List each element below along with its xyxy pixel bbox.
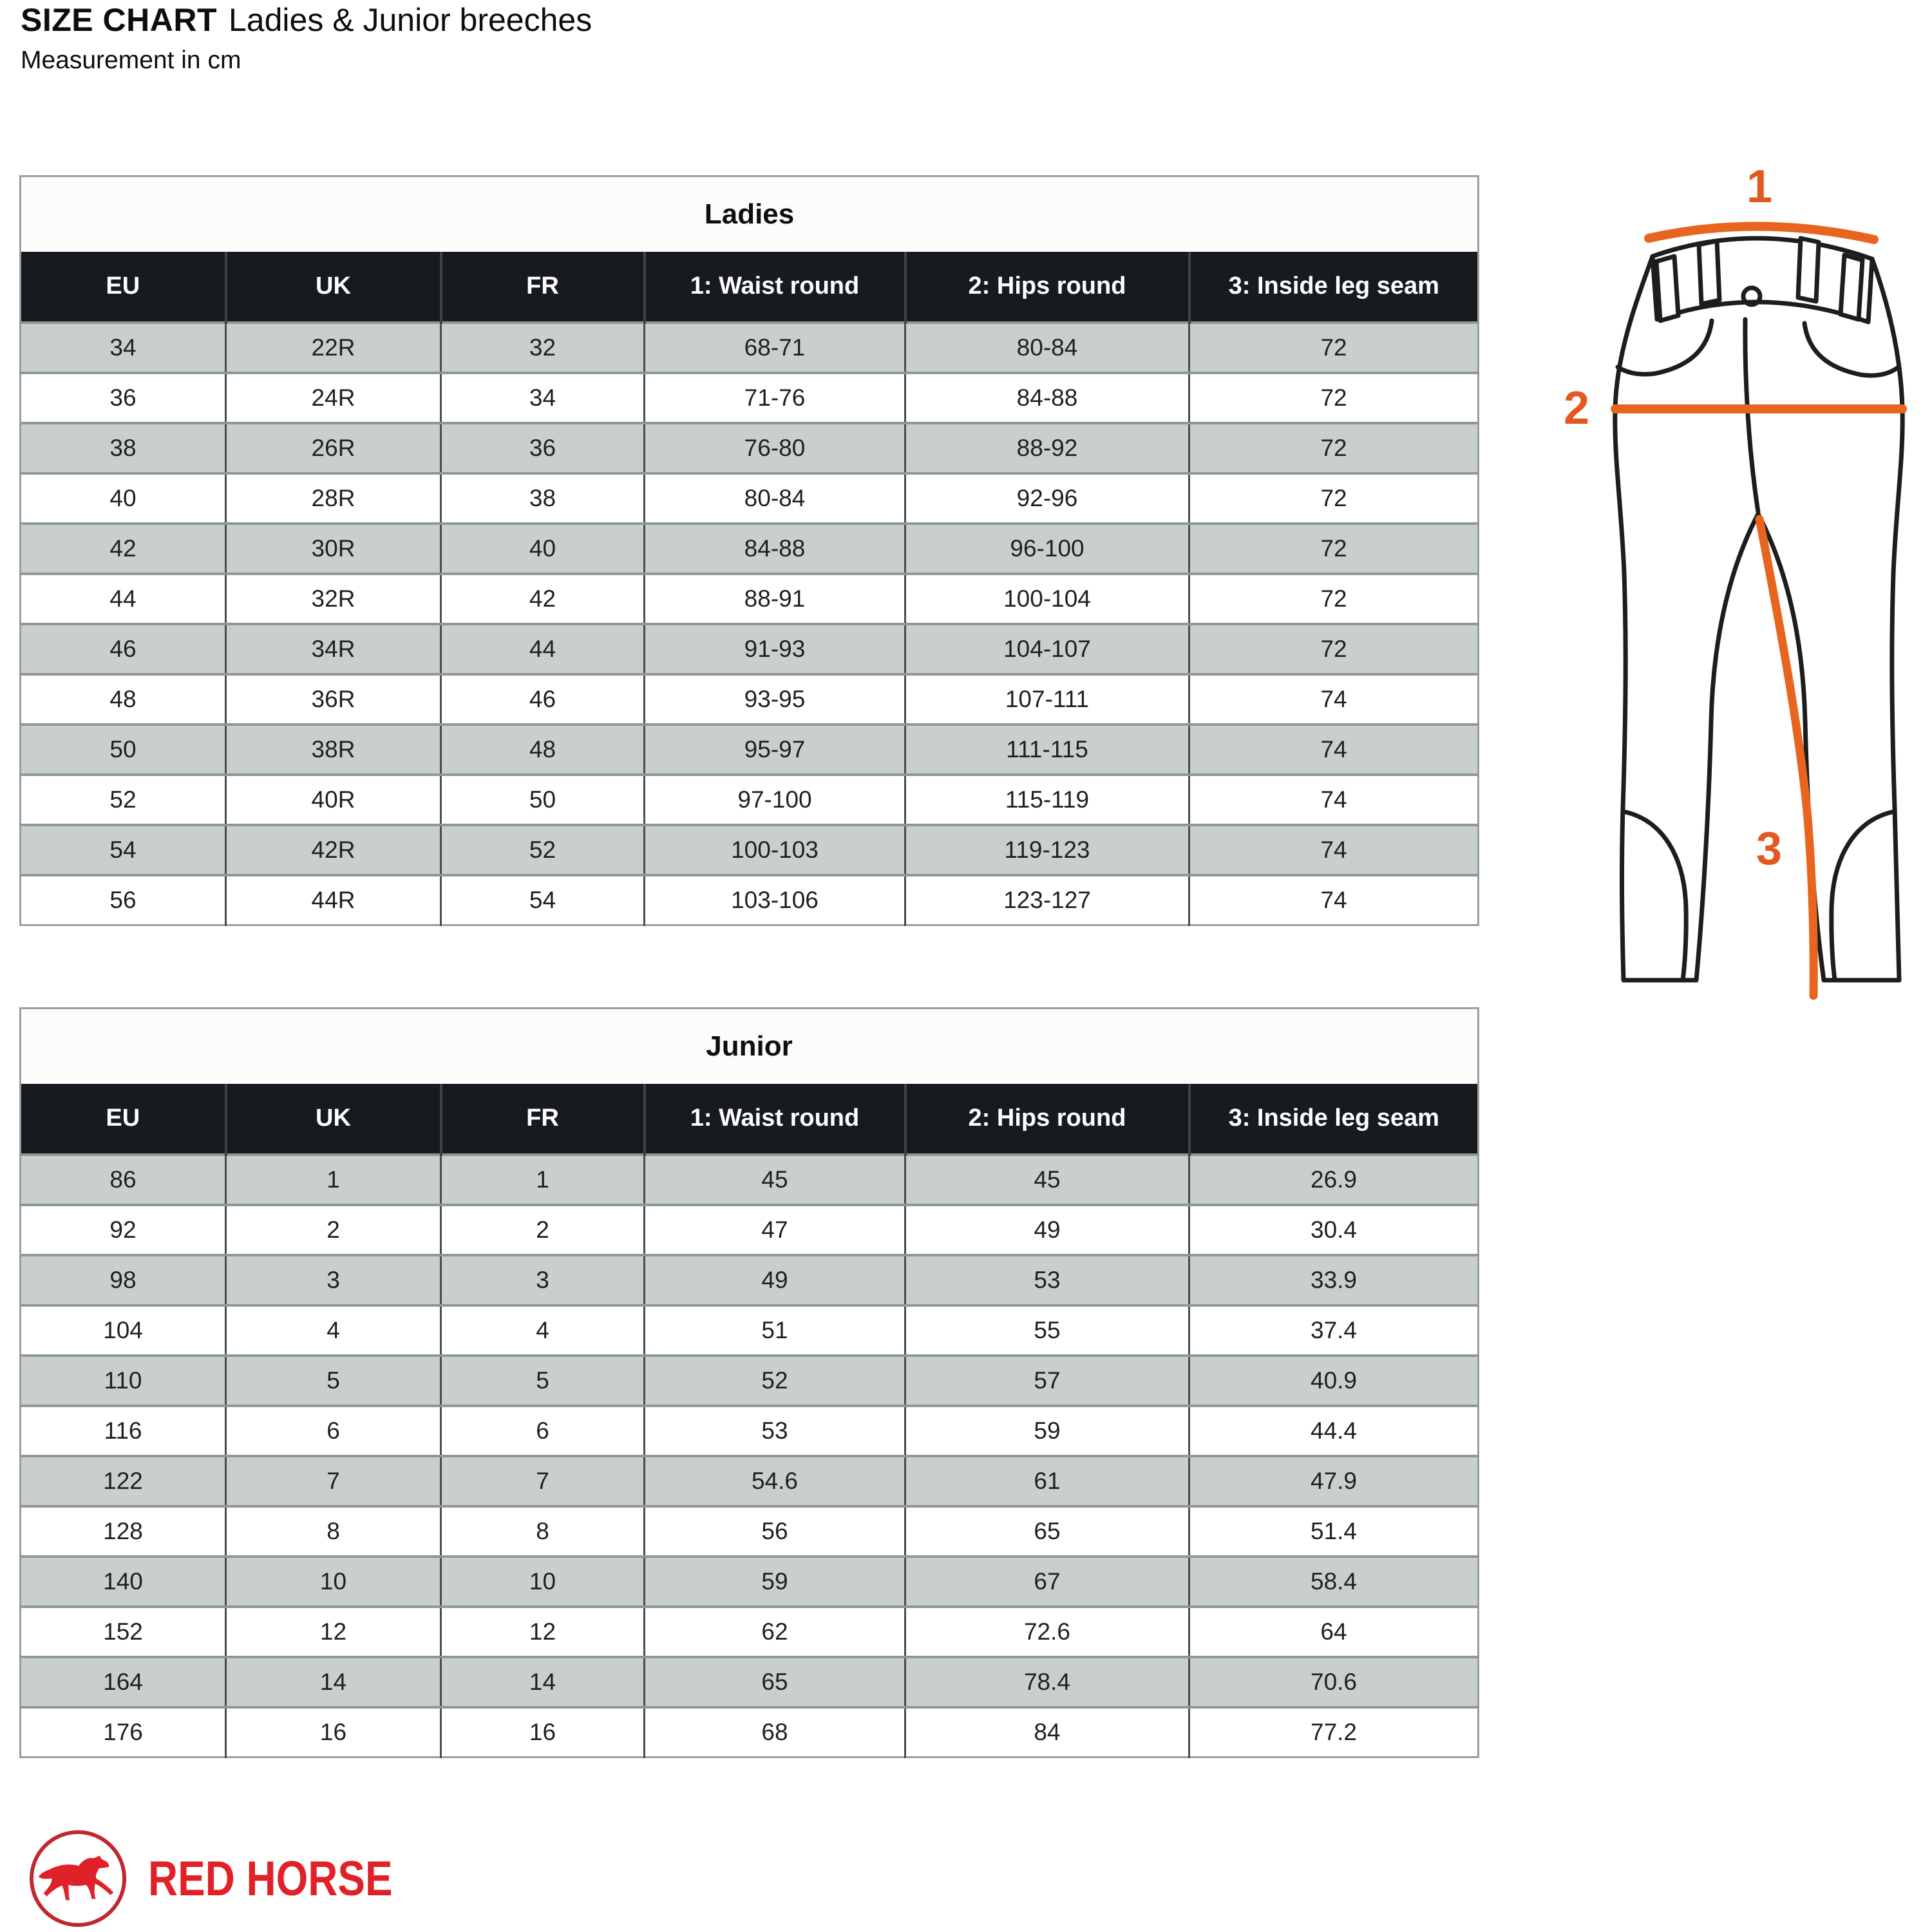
size-cell: 84-88 xyxy=(905,373,1189,423)
belt-loop xyxy=(1841,255,1862,319)
size-cell: 40 xyxy=(441,524,645,574)
size-cell: 74 xyxy=(1189,775,1479,825)
size-cell: 1 xyxy=(441,1155,645,1205)
size-cell: 4 xyxy=(226,1305,441,1356)
ladies-size-table xyxy=(19,175,1477,926)
size-cell: 77.2 xyxy=(1189,1707,1479,1757)
size-cell: 74 xyxy=(1189,825,1479,875)
size-row xyxy=(21,1707,1479,1757)
size-cell: 14 xyxy=(226,1657,441,1707)
size-cell: 2 xyxy=(441,1205,645,1255)
size-row xyxy=(21,323,1479,373)
column-header: 1: Waist round xyxy=(645,252,905,323)
size-cell: 78.4 xyxy=(905,1657,1189,1707)
column-header: EU xyxy=(21,252,226,323)
size-cell: 30R xyxy=(226,524,441,574)
size-row xyxy=(21,624,1479,674)
size-cell: 52 xyxy=(441,825,645,875)
size-cell: 57 xyxy=(905,1356,1189,1406)
column-header: UK xyxy=(226,1084,441,1155)
size-cell: 46 xyxy=(441,674,645,724)
measurement-note: Measurement in cm xyxy=(21,46,242,74)
size-cell: 67 xyxy=(905,1557,1189,1607)
size-cell: 70.6 xyxy=(1189,1657,1479,1707)
size-cell: 100-103 xyxy=(645,825,905,875)
size-cell: 92-96 xyxy=(905,473,1189,524)
size-cell: 103-106 xyxy=(645,875,905,925)
size-row xyxy=(21,875,1479,925)
size-cell: 5 xyxy=(226,1356,441,1406)
size-cell: 116 xyxy=(21,1406,226,1456)
size-cell: 44R xyxy=(226,875,441,925)
size-cell: 119-123 xyxy=(905,825,1189,875)
size-cell: 74 xyxy=(1189,674,1479,724)
size-cell: 95-97 xyxy=(645,724,905,775)
size-cell: 28R xyxy=(226,473,441,524)
belt-loop xyxy=(1798,238,1819,301)
size-cell: 44.4 xyxy=(1189,1406,1479,1456)
size-row xyxy=(21,1657,1479,1707)
size-cell: 40R xyxy=(226,775,441,825)
size-cell: 42 xyxy=(21,524,226,574)
size-cell: 40.9 xyxy=(1189,1356,1479,1406)
size-cell: 54 xyxy=(21,825,226,875)
size-cell: 49 xyxy=(645,1255,905,1305)
size-cell: 54 xyxy=(441,875,645,925)
hips-measure-label: 2 xyxy=(1563,383,1590,434)
waist-measure-label: 1 xyxy=(1746,161,1773,213)
column-header: FR xyxy=(441,1084,645,1155)
table-title-row xyxy=(21,1009,1479,1084)
size-row xyxy=(21,1506,1479,1557)
size-cell: 38 xyxy=(21,423,226,473)
size-row xyxy=(21,825,1479,875)
size-cell: 80-84 xyxy=(645,473,905,524)
size-cell: 33.9 xyxy=(1189,1255,1479,1305)
size-cell: 72 xyxy=(1189,323,1479,373)
column-header: 2: Hips round xyxy=(905,1084,1189,1155)
size-cell: 76-80 xyxy=(645,423,905,473)
size-cell: 104-107 xyxy=(905,624,1189,674)
size-cell: 110 xyxy=(21,1356,226,1406)
table-title-row xyxy=(21,176,1479,252)
column-header: EU xyxy=(21,1084,226,1155)
size-cell: 46 xyxy=(21,624,226,674)
size-cell: 53 xyxy=(905,1255,1189,1305)
size-row xyxy=(21,1255,1479,1305)
size-row xyxy=(21,473,1479,524)
size-cell: 32 xyxy=(441,323,645,373)
size-cell: 8 xyxy=(226,1506,441,1557)
size-cell: 44 xyxy=(441,624,645,674)
size-cell: 36 xyxy=(21,373,226,423)
size-row xyxy=(21,1356,1479,1406)
table-header-row xyxy=(21,1084,1479,1155)
size-row xyxy=(21,1205,1479,1255)
size-cell: 68-71 xyxy=(645,323,905,373)
size-cell: 56 xyxy=(645,1506,905,1557)
size-cell: 3 xyxy=(226,1255,441,1305)
table-header-row xyxy=(21,252,1479,323)
breeches-illustration xyxy=(1558,161,1919,1011)
column-header: FR xyxy=(441,252,645,323)
size-cell: 32R xyxy=(226,574,441,624)
size-cell: 72 xyxy=(1189,624,1479,674)
belt-loop xyxy=(1656,256,1678,321)
size-cell: 123-127 xyxy=(905,875,1189,925)
size-cell: 176 xyxy=(21,1707,226,1757)
size-cell: 42 xyxy=(441,574,645,624)
size-cell: 152 xyxy=(21,1607,226,1657)
size-cell: 68 xyxy=(645,1707,905,1757)
size-cell: 12 xyxy=(226,1607,441,1657)
size-cell: 42R xyxy=(226,825,441,875)
size-row xyxy=(21,724,1479,775)
page-header xyxy=(21,4,592,75)
size-cell: 5 xyxy=(441,1356,645,1406)
brand-logo xyxy=(27,1828,439,1929)
size-cell: 40 xyxy=(21,473,226,524)
size-cell: 45 xyxy=(905,1155,1189,1205)
size-cell: 58.4 xyxy=(1189,1557,1479,1607)
size-cell: 1 xyxy=(226,1155,441,1205)
right-knee-patch xyxy=(1832,811,1895,980)
size-cell: 64 xyxy=(1189,1607,1479,1657)
size-cell: 88-92 xyxy=(905,423,1189,473)
size-cell: 115-119 xyxy=(905,775,1189,825)
size-cell: 104 xyxy=(21,1305,226,1356)
table-body xyxy=(21,323,1479,925)
size-cell: 50 xyxy=(441,775,645,825)
size-cell: 54.6 xyxy=(645,1456,905,1506)
size-cell: 72 xyxy=(1189,423,1479,473)
size-cell: 10 xyxy=(441,1557,645,1607)
page-title xyxy=(21,4,592,36)
size-cell: 65 xyxy=(905,1506,1189,1557)
size-cell: 24R xyxy=(226,373,441,423)
size-row xyxy=(21,674,1479,724)
size-cell: 36 xyxy=(441,423,645,473)
size-cell: 96-100 xyxy=(905,524,1189,574)
column-header: UK xyxy=(226,252,441,323)
size-cell: 84 xyxy=(905,1707,1189,1757)
size-cell: 71-76 xyxy=(645,373,905,423)
size-cell: 34 xyxy=(441,373,645,423)
size-cell: 30.4 xyxy=(1189,1205,1479,1255)
inseam-measure-label: 3 xyxy=(1756,823,1783,875)
size-cell: 84-88 xyxy=(645,524,905,574)
size-cell: 55 xyxy=(905,1305,1189,1356)
size-cell: 6 xyxy=(441,1406,645,1456)
size-cell: 74 xyxy=(1189,875,1479,925)
fly-seam xyxy=(1745,319,1758,512)
size-cell: 72.6 xyxy=(905,1607,1189,1657)
size-cell: 53 xyxy=(645,1406,905,1456)
size-cell: 38 xyxy=(441,473,645,524)
size-cell: 56 xyxy=(21,875,226,925)
size-cell: 38R xyxy=(226,724,441,775)
size-cell: 111-115 xyxy=(905,724,1189,775)
size-cell: 45 xyxy=(645,1155,905,1205)
brand-name: RED HORSE xyxy=(148,1851,393,1906)
left-pocket xyxy=(1618,321,1712,374)
size-cell: 86 xyxy=(21,1155,226,1205)
size-row xyxy=(21,1406,1479,1456)
breeches-diagram xyxy=(1558,161,1919,1011)
size-cell: 47 xyxy=(645,1205,905,1255)
size-cell: 48 xyxy=(441,724,645,775)
column-header: 3: Inside leg seam xyxy=(1189,1084,1479,1155)
size-cell: 92 xyxy=(21,1205,226,1255)
size-cell: 128 xyxy=(21,1506,226,1557)
size-cell: 59 xyxy=(905,1406,1189,1456)
size-cell: 97-100 xyxy=(645,775,905,825)
size-cell: 51.4 xyxy=(1189,1506,1479,1557)
size-cell: 14 xyxy=(441,1657,645,1707)
column-header: 3: Inside leg seam xyxy=(1189,252,1479,323)
page-title-main: SIZE CHART xyxy=(21,2,217,38)
size-cell: 34R xyxy=(226,624,441,674)
size-cell: 52 xyxy=(21,775,226,825)
left-inner-seam xyxy=(1696,514,1758,980)
size-cell: 16 xyxy=(441,1707,645,1757)
size-cell: 122 xyxy=(21,1456,226,1506)
size-cell: 61 xyxy=(905,1456,1189,1506)
left-knee-patch xyxy=(1623,811,1686,980)
size-cell: 88-91 xyxy=(645,574,905,624)
size-cell: 6 xyxy=(226,1406,441,1456)
table-title: Junior xyxy=(21,1009,1479,1084)
size-cell: 72 xyxy=(1189,524,1479,574)
size-cell: 8 xyxy=(441,1506,645,1557)
page-title-sub: Ladies & Junior breeches xyxy=(229,2,592,38)
size-cell: 72 xyxy=(1189,473,1479,524)
size-cell: 72 xyxy=(1189,373,1479,423)
size-cell: 100-104 xyxy=(905,574,1189,624)
size-row xyxy=(21,524,1479,574)
size-row xyxy=(21,373,1479,423)
size-cell: 2 xyxy=(226,1205,441,1255)
size-row xyxy=(21,775,1479,825)
size-cell: 52 xyxy=(645,1356,905,1406)
belt-loop xyxy=(1699,241,1719,304)
size-cell: 98 xyxy=(21,1255,226,1305)
horse-icon xyxy=(27,1828,129,1929)
size-cell: 72 xyxy=(1189,574,1479,624)
size-cell: 47.9 xyxy=(1189,1456,1479,1506)
size-row xyxy=(21,574,1479,624)
left-outer-seam xyxy=(1615,256,1653,980)
size-row xyxy=(21,1305,1479,1356)
size-cell: 59 xyxy=(645,1557,905,1607)
size-cell: 51 xyxy=(645,1305,905,1356)
size-cell: 49 xyxy=(905,1205,1189,1255)
size-cell: 93-95 xyxy=(645,674,905,724)
size-cell: 12 xyxy=(441,1607,645,1657)
size-cell: 4 xyxy=(441,1305,645,1356)
size-cell: 7 xyxy=(441,1456,645,1506)
size-cell: 140 xyxy=(21,1557,226,1607)
junior-size-table xyxy=(19,1007,1477,1758)
size-cell: 3 xyxy=(441,1255,645,1305)
size-cell: 22R xyxy=(226,323,441,373)
size-row xyxy=(21,423,1479,473)
size-cell: 50 xyxy=(21,724,226,775)
size-row xyxy=(21,1557,1479,1607)
right-pocket xyxy=(1804,323,1899,375)
size-cell: 7 xyxy=(226,1456,441,1506)
table-title: Ladies xyxy=(21,176,1479,252)
size-cell: 34 xyxy=(21,323,226,373)
size-cell: 91-93 xyxy=(645,624,905,674)
size-cell: 16 xyxy=(226,1707,441,1757)
size-row xyxy=(21,1607,1479,1657)
size-cell: 36R xyxy=(226,674,441,724)
size-cell: 26R xyxy=(226,423,441,473)
size-cell: 37.4 xyxy=(1189,1305,1479,1356)
size-cell: 80-84 xyxy=(905,323,1189,373)
size-cell: 62 xyxy=(645,1607,905,1657)
size-cell: 164 xyxy=(21,1657,226,1707)
size-cell: 48 xyxy=(21,674,226,724)
size-row xyxy=(21,1456,1479,1506)
column-header: 1: Waist round xyxy=(645,1084,905,1155)
size-cell: 10 xyxy=(226,1557,441,1607)
table-body xyxy=(21,1155,1479,1757)
size-cell: 44 xyxy=(21,574,226,624)
column-header: 2: Hips round xyxy=(905,252,1189,323)
size-cell: 65 xyxy=(645,1657,905,1707)
size-cell: 107-111 xyxy=(905,674,1189,724)
size-cell: 74 xyxy=(1189,724,1479,775)
size-cell: 26.9 xyxy=(1189,1155,1479,1205)
size-row xyxy=(21,1155,1479,1205)
